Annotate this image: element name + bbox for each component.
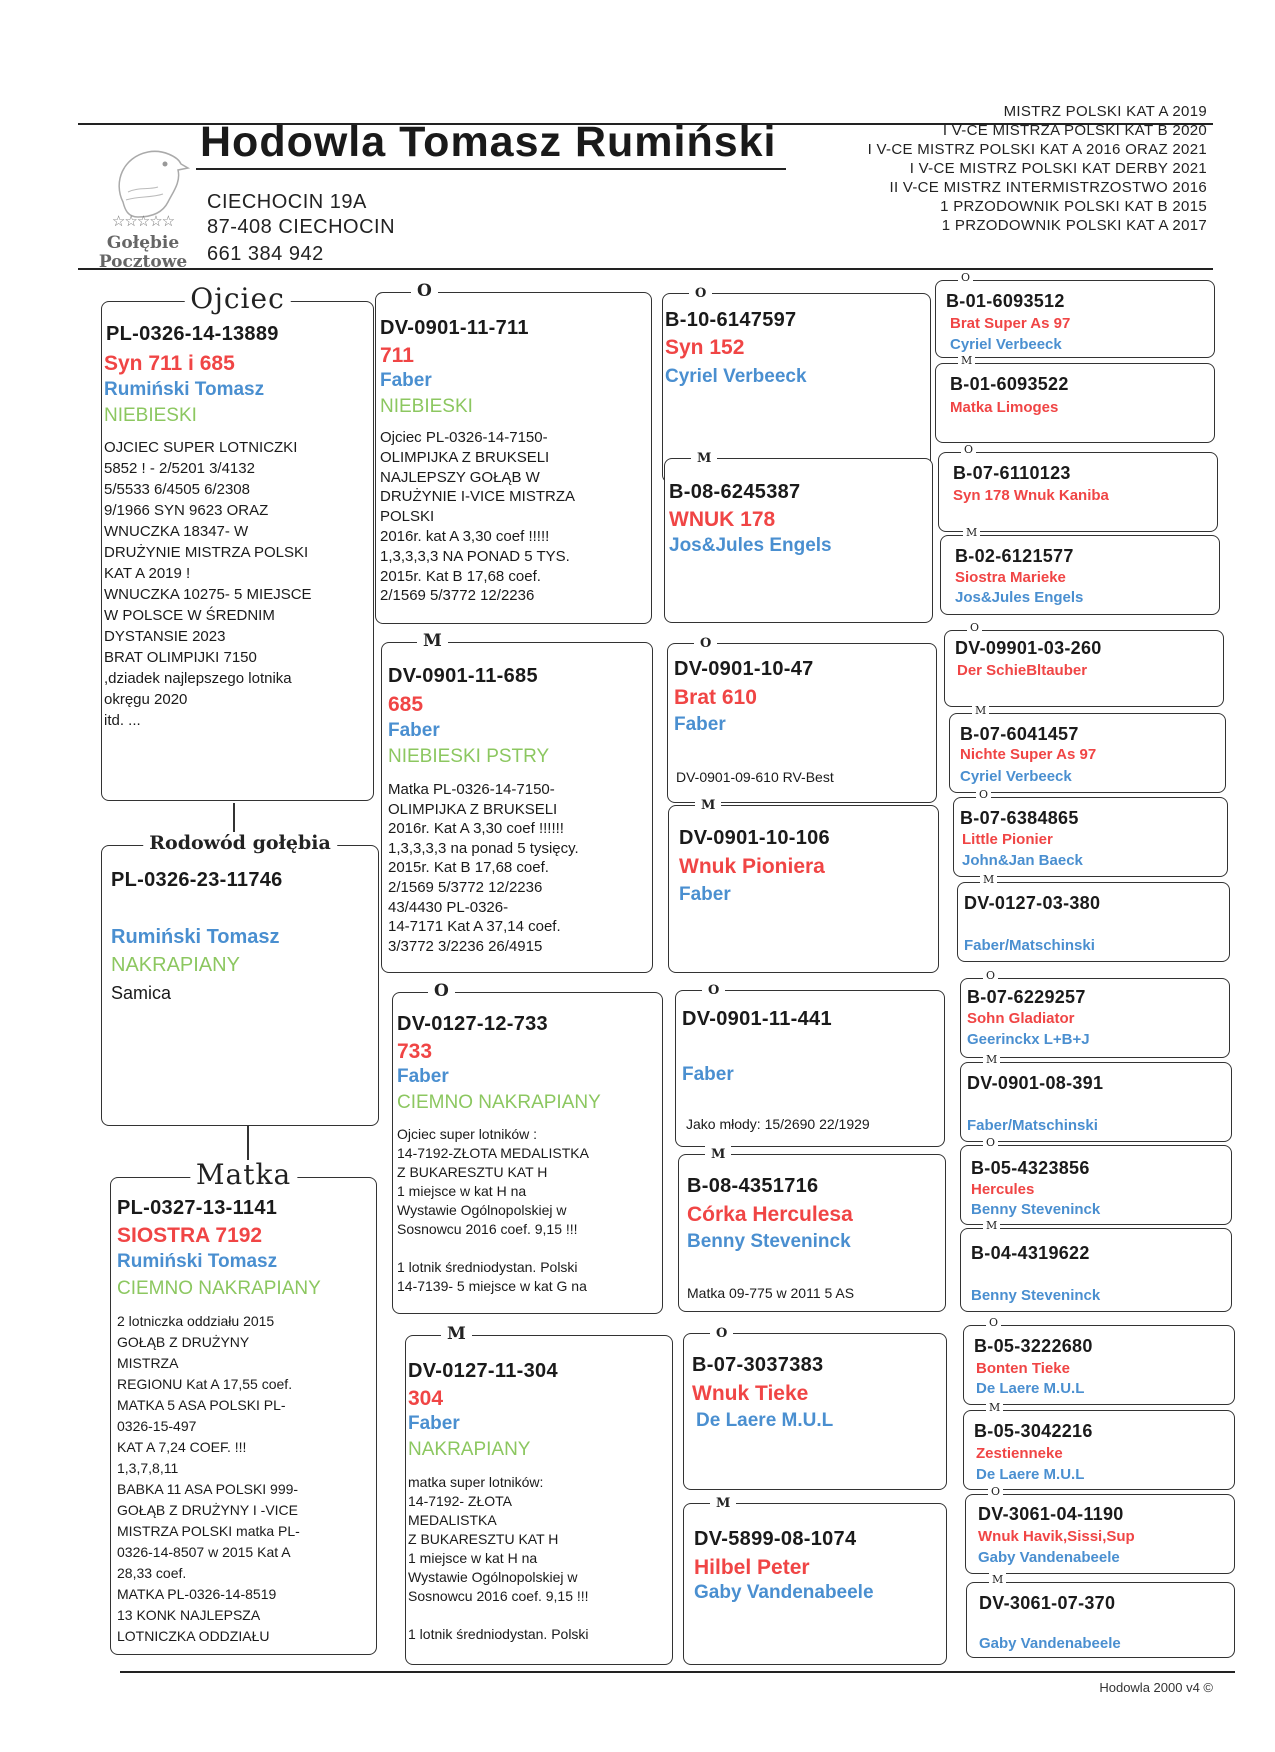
achievement: I V-CE MISTRZ POLSKI KAT DERBY 2021 xyxy=(909,160,1207,177)
father-name: Syn 711 i 685 xyxy=(104,352,235,375)
sex-label-m: M xyxy=(710,1493,736,1515)
sex-label-m: M xyxy=(958,354,975,368)
gen4-card[interactable] xyxy=(960,1136,1232,1225)
sex-label-m: M xyxy=(989,1573,1006,1587)
sex-label-o: O xyxy=(411,280,438,302)
gen4-breeder: Jos&Jules Engels xyxy=(955,589,1084,606)
sex-label-o: O xyxy=(694,633,717,655)
gen3-breeder: Cyriel Verbeeck xyxy=(665,366,807,387)
sex-label-m: M xyxy=(983,1053,1000,1067)
gen4-name: Little Pionier xyxy=(962,831,1053,848)
sex-label-o: O xyxy=(689,283,712,305)
gen4-card[interactable] xyxy=(940,526,1220,615)
gen3-note: Jako młody: 15/2690 22/1929 xyxy=(686,1116,870,1132)
gen3-ring: DV-5899-08-1074 xyxy=(694,1528,857,1550)
sex-label-m: M xyxy=(417,630,448,652)
sex-label-o: O xyxy=(983,1136,998,1150)
subject-color: NAKRAPIANY xyxy=(111,954,240,976)
sex-label-m: M xyxy=(972,704,989,718)
gen4-name: Nichte Super As 97 xyxy=(960,746,1097,763)
gen2-description: Ojciec super lotników : 14-7192-ZŁOTA MEDALISTKA Z BUKARESZTU KAT H 1 miejsce w kat H na Wystawie Ogólnopolskiej w Sosnowcu 2016 coef. 9,15 !!! 1 lotnik średniodystan. Polski 14-7139- 5 miejsce w kat G na xyxy=(397,1126,589,1294)
header-title-underline xyxy=(196,168,786,170)
gen2-description: matka super lotników: 14-7192- ZŁOTA MEDALISTKA Z BUKARESZTU KAT H 1 miejsce w kat H na Wystawie Ogólnopolskiej w Sosnowcu 2016 coef. 9,15 !!! 1 lotnik średniodystan. Polski xyxy=(408,1474,589,1642)
sex-label-m: M xyxy=(986,1401,1003,1415)
mother-label: Matka xyxy=(190,1160,297,1190)
gen4-ring: B-07-6110123 xyxy=(953,463,1071,483)
gen4-name: Syn 178 Wnuk Kaniba xyxy=(953,487,1109,504)
sex-label-m: M xyxy=(963,526,980,540)
gen2-name: 711 xyxy=(380,344,414,367)
father-color: NIEBIESKI xyxy=(104,405,197,426)
gen4-card[interactable] xyxy=(960,1219,1232,1312)
gen4-name: Brat Super As 97 xyxy=(950,315,1071,332)
gen4-ring: B-04-4319622 xyxy=(971,1243,1090,1263)
gen4-card[interactable] xyxy=(935,354,1215,443)
gen3-ring: DV-0901-10-106 xyxy=(679,827,830,849)
sex-label-m: M xyxy=(441,1323,472,1345)
logo-text-line-1: Gołębie xyxy=(106,233,180,253)
father-ring: PL-0326-14-13889 xyxy=(106,323,279,345)
gen4-breeder: De Laere M.U.L xyxy=(976,1380,1085,1397)
gen2-description: Ojciec PL-0326-14-7150- OLIMPIJKA Z BRUKSELI NAJLEPSZY GOŁĄB W DRUŻYNIE I-VICE MISTRZA POLSKI 2016r. kat A 3,30 coef !!!!! 1,3,3,3,3 NA PONAD 5 TYS. 2015r. Kat B 17,68 coef. 2/1569 5/3772 12/2236 xyxy=(380,429,576,605)
gen3-card[interactable] xyxy=(664,451,933,623)
gen3-card[interactable] xyxy=(683,1326,947,1490)
gen4-name: Zestienneke xyxy=(976,1445,1063,1462)
gen4-card[interactable] xyxy=(949,704,1226,793)
gen4-ring: B-01-6093522 xyxy=(950,374,1069,394)
sex-label-m: M xyxy=(983,1219,1000,1233)
gen3-name: Syn 152 xyxy=(665,336,745,359)
gen3-breeder: De Laere M.U.L xyxy=(696,1410,834,1431)
gen3-note: DV-0901-09-610 RV-Best xyxy=(676,769,834,785)
gen3-note: Matka 09-775 w 2011 5 AS xyxy=(687,1285,855,1301)
address-phone: 661 384 942 xyxy=(207,243,324,265)
sex-label-m: M xyxy=(695,795,721,817)
gen3-ring: B-10-6147597 xyxy=(665,309,797,331)
gen3-card[interactable] xyxy=(683,1496,947,1665)
footer-credit: Hodowla 2000 v4 © xyxy=(1099,1680,1213,1695)
gen3-breeder: Faber xyxy=(674,714,726,735)
gen2-ring: DV-0127-11-304 xyxy=(408,1360,558,1382)
sex-label-o: O xyxy=(967,621,982,635)
pedigree-label: Rodowód gołębia xyxy=(143,832,337,854)
gen4-breeder: Gaby Vandenabeele xyxy=(978,1549,1120,1566)
gen4-ring: B-07-6229257 xyxy=(967,987,1086,1007)
gen3-name: WNUK 178 xyxy=(669,508,776,531)
gen4-ring: B-07-6384865 xyxy=(960,808,1079,828)
gen3-name: Hilbel Peter xyxy=(694,1556,810,1579)
achievements-list xyxy=(868,102,1207,235)
gen3-card[interactable] xyxy=(675,983,945,1147)
page-title: Hodowla Tomasz Rumiński xyxy=(200,118,777,166)
gen4-ring: B-01-6093512 xyxy=(946,291,1065,311)
sex-label-o: O xyxy=(710,1323,733,1345)
mother-name: SIOSTRA 7192 xyxy=(117,1224,263,1247)
gen4-name: Siostra Marieke xyxy=(955,569,1066,586)
gen3-name: Brat 610 xyxy=(674,686,757,709)
gen4-breeder: Cyriel Verbeeck xyxy=(950,336,1062,353)
gen3-ring: B-07-3037383 xyxy=(692,1354,824,1376)
sex-label-o: O xyxy=(961,443,976,457)
gen2-breeder: Faber xyxy=(397,1066,449,1087)
gen4-breeder: Benny Steveninck xyxy=(971,1201,1101,1218)
gen4-ring: DV-0901-08-391 xyxy=(967,1073,1104,1093)
subject-sex: Samica xyxy=(111,983,172,1003)
gen3-ring: DV-0901-10-47 xyxy=(674,658,814,680)
gen2-card[interactable] xyxy=(392,981,663,1314)
gen3-card[interactable] xyxy=(667,636,937,803)
gen4-card[interactable] xyxy=(966,1573,1235,1658)
achievement: I V-CE MISTRZ POLSKI KAT A 2016 ORAZ 2021 xyxy=(867,141,1207,158)
gen4-breeder: Gaby Vandenabeele xyxy=(979,1635,1121,1652)
gen4-ring: DV-09901-03-260 xyxy=(955,638,1102,658)
father-description: OJCIEC SUPER LOTNICZKI 5852 ! - 2/5201 3/4132 5/5533 6/4505 6/2308 9/1966 SYN 9623 ORAZ WNUCZKA 18347- W DRUŻYNIE MISTRZA POLSKI KAT A 2019 ! WNUCZKA 10275- 5 MIEJSCE W POLSCE W ŚREDNIM DYSTANSIE 2023 BRAT OLIMPIJKI 7150 ,dziadek najlepszego lotnika okręgu 2020 itd. ... xyxy=(104,439,312,729)
gen4-ring: B-07-6041457 xyxy=(960,724,1079,744)
sex-label-m: M xyxy=(691,448,717,470)
gen3-ring: B-08-4351716 xyxy=(687,1175,819,1197)
gen4-name: Matka Limoges xyxy=(950,399,1059,416)
gen2-color: CIEMNO NAKRAPIANY xyxy=(397,1092,601,1113)
mother-color: CIEMNO NAKRAPIANY xyxy=(117,1278,321,1299)
mother-breeder: Rumiński Tomasz xyxy=(117,1251,278,1272)
gen4-ring: DV-3061-04-1190 xyxy=(978,1504,1124,1524)
sex-label-m: M xyxy=(980,873,997,887)
gen2-card[interactable] xyxy=(405,1324,673,1665)
gen3-breeder: Gaby Vandenabeele xyxy=(694,1582,874,1603)
gen3-ring: B-08-6245387 xyxy=(669,481,801,503)
gen4-ring: B-05-3042216 xyxy=(974,1421,1093,1441)
gen4-breeder: Benny Steveninck xyxy=(971,1287,1101,1304)
gen2-card[interactable] xyxy=(375,281,652,624)
subject-ring: PL-0326-23-11746 xyxy=(111,869,283,891)
gen3-breeder: Jos&Jules Engels xyxy=(669,535,832,556)
gen2-name: 304 xyxy=(408,1387,444,1410)
gen4-breeder: Faber/Matschinski xyxy=(967,1117,1098,1134)
gen4-name: Hercules xyxy=(971,1181,1035,1198)
sex-label-o: O xyxy=(983,969,998,983)
gen2-name: 685 xyxy=(388,693,424,716)
gen4-breeder: John&Jan Baeck xyxy=(962,852,1083,869)
subject-card[interactable] xyxy=(101,832,379,1126)
sex-label-o: O xyxy=(976,788,991,802)
header-bottom-rule xyxy=(78,268,1213,270)
gen4-name: Der SchieBltauber xyxy=(957,662,1088,679)
gen4-card[interactable] xyxy=(960,969,1230,1058)
achievement: 1 PRZODOWNIK POLSKI KAT A 2017 xyxy=(941,217,1207,234)
gen2-color: NIEBIESKI PSTRY xyxy=(388,746,550,767)
gen4-card[interactable] xyxy=(957,873,1230,962)
gen4-breeder: De Laere M.U.L xyxy=(976,1466,1085,1483)
gen2-name: 733 xyxy=(397,1040,433,1063)
father-breeder: Rumiński Tomasz xyxy=(104,379,265,400)
gen3-name: Córka Herculesa xyxy=(687,1203,853,1226)
gen4-card[interactable] xyxy=(938,443,1218,532)
achievement: I V-CE MISTRZA POLSKI KAT B 2020 xyxy=(942,122,1207,139)
gen3-breeder: Benny Steveninck xyxy=(687,1231,851,1252)
gen4-card[interactable] xyxy=(960,1053,1232,1142)
gen4-card[interactable] xyxy=(963,1316,1235,1405)
gen3-card[interactable] xyxy=(678,1147,946,1312)
gen3-breeder: Faber xyxy=(682,1064,734,1085)
subject-breeder: Rumiński Tomasz xyxy=(111,926,280,948)
gen4-ring: B-02-6121577 xyxy=(955,546,1074,566)
gen4-ring: B-05-4323856 xyxy=(971,1158,1090,1178)
gen3-breeder: Faber xyxy=(679,884,731,905)
gen4-card[interactable] xyxy=(935,271,1215,358)
gen2-ring: DV-0127-12-733 xyxy=(397,1013,548,1035)
gen3-ring: DV-0901-11-441 xyxy=(682,1008,832,1030)
gen2-breeder: Faber xyxy=(388,720,440,741)
achievement: MISTRZ POLSKI KAT A 2019 xyxy=(1003,103,1207,120)
footer-rule xyxy=(120,1671,1235,1673)
gen2-breeder: Faber xyxy=(408,1413,460,1434)
achievement: 1 PRZODOWNIK POLSKI KAT B 2015 xyxy=(940,198,1207,215)
sex-label-o: O xyxy=(986,1316,1001,1330)
sex-label-m: M xyxy=(705,1144,731,1166)
gen2-color: NAKRAPIANY xyxy=(408,1439,531,1460)
gen4-card[interactable] xyxy=(965,1485,1235,1574)
gen4-breeder: Cyriel Verbeeck xyxy=(960,768,1072,785)
achievement: II V-CE MISTRZ INTERMISTRZOSTWO 2016 xyxy=(889,179,1207,196)
gen4-breeder: Geerinckx L+B+J xyxy=(967,1031,1090,1048)
sex-label-o: O xyxy=(702,980,725,1002)
sex-label-o: O xyxy=(958,271,973,285)
sex-label-o: O xyxy=(988,1485,1003,1499)
gen4-name: Wnuk Havik,Sissi,Sup xyxy=(978,1528,1135,1545)
gen2-ring: DV-0901-11-711 xyxy=(380,317,529,339)
gen4-card[interactable] xyxy=(944,621,1224,707)
gen4-name: Bonten Tieke xyxy=(976,1360,1070,1377)
gen2-color: NIEBIESKI xyxy=(380,396,473,417)
gen2-ring: DV-0901-11-685 xyxy=(388,665,538,687)
sex-label-o: O xyxy=(428,980,455,1002)
gen4-name: Sohn Gladiator xyxy=(967,1010,1075,1027)
gen2-breeder: Faber xyxy=(380,370,432,391)
gen4-card[interactable] xyxy=(953,788,1228,877)
mother-card[interactable] xyxy=(110,1158,377,1655)
gen4-card[interactable] xyxy=(963,1401,1235,1490)
address-street: CIECHOCIN 19A xyxy=(207,191,367,213)
father-card[interactable] xyxy=(101,282,374,801)
mother-description: 2 lotniczka oddziału 2015 GOŁĄB Z DRUŻYNY MISTRZA REGIONU Kat A 17,55 coef. MATKA 5 ASA POLSKI PL- 0326-15-497 KAT A 7,24 COEF. !!! 1,3,7,8,11 BABKA 11 ASA POLSKI 999- GOŁĄB Z DRUŻYNY I -VICE MISTRZA POLSKI matka PL- 0326-14-8507 w 2015 Kat A 28,33 coef. MATKA PL-0326-14-8519 13 KONK NAJLEPSZA LOTNICZKA ODDZIAŁU xyxy=(117,1313,300,1644)
logo-stars: ☆☆☆☆☆ xyxy=(111,213,175,230)
gen4-breeder: Faber/Matschinski xyxy=(964,937,1095,954)
address-city: 87-408 CIECHOCIN xyxy=(207,216,396,238)
gen4-ring: DV-3061-07-370 xyxy=(979,1593,1116,1613)
gen3-name: Wnuk Tieke xyxy=(692,1382,809,1405)
father-label: Ojciec xyxy=(184,284,291,314)
gen4-ring: DV-0127-03-380 xyxy=(964,893,1101,913)
gen3-name: Wnuk Pioniera xyxy=(679,855,825,878)
gen3-card[interactable] xyxy=(668,798,939,973)
gen4-ring: B-05-3222680 xyxy=(974,1336,1093,1356)
gen2-description: Matka PL-0326-14-7150- OLIMPIJKA Z BRUKSELI 2016r. Kat A 3,30 coef !!!!!! 1,3,3,3,3 na ponad 5 tysięcy. 2015r. Kat B 17,68 coef. 2/1569 5/3772 12/2236 43/4430 PL-0326- 14-7171 Kat A 37,14 coef. 3/3772 3/2236 26/4915 xyxy=(388,781,579,955)
gen2-card[interactable] xyxy=(381,631,653,973)
mother-ring: PL-0327-13-1141 xyxy=(117,1197,278,1219)
logo-text-line-2: Pocztowe xyxy=(98,252,188,272)
